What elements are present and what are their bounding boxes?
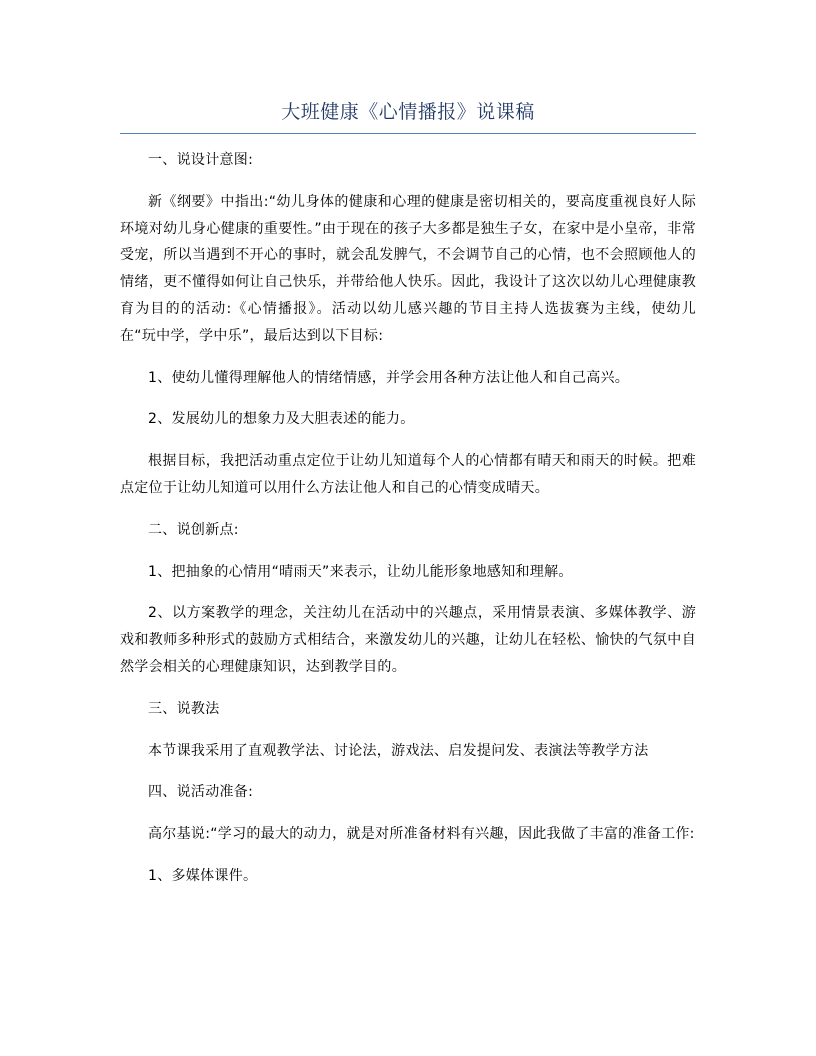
- goal-item-2: 2、发展幼儿的想象力及大胆表述的能力。: [148, 411, 415, 428]
- innovation-item-2: 2、以方案教学的理念，关注幼儿在活动中的兴趣点，采用情景表演、多媒体教学、游戏和教师多种形式的鼓励方式相结合，来激发幼儿的兴趣，让幼儿在轻松、愉快的气氛中自然学会相关的心理健康知识，达到教学目的。: [120, 605, 696, 675]
- paragraph-focus-difficulty: 根据目标，我把活动重点定位于让幼儿知道每个人的心情都有晴天和雨天的时候。把难点定位于让幼儿知道可以用什么方法让他人和自己的心情变成晴天。: [120, 453, 696, 496]
- section-heading-preparation: 四、说活动准备:: [148, 784, 254, 801]
- section-heading-teaching-method: 三、说教法: [148, 700, 220, 717]
- title-divider: [120, 133, 696, 134]
- section-heading-design-intent: 一、说设计意图:: [148, 152, 254, 168]
- goal-item-1: 1、使幼儿懂得理解他人的情绪情感，并学会用各种方法让他人和自己高兴。: [148, 369, 630, 386]
- paragraph-teaching-method: 本节课我采用了直观教学法、讨论法，游戏法、启发提问发、表演法等教学方法: [148, 742, 649, 759]
- paragraph-preparation: 高尔基说:“学习的最大的动力，就是对所准备材料有兴趣，因此我做了丰富的准备工作:: [148, 826, 695, 843]
- paragraph-design-intent: 新《纲要》中指出:“幼儿身体的健康和心理的健康是密切相关的，要高度重视良好人际环境对幼儿身心健康的重要性。”由于现在的孩子大多都是独生子女，在家中是小皇帝，非常受宠，所以当遇到不开心的事时，就会乱发脾气，不会调节自己的心情，也不会照顾他人的情绪，更不懂得如何让自己快乐，并带给他人快乐。因此，我设计了这次以幼儿心理健康教育为目的的活动:《心情播报》。活动以幼儿感兴趣的节目主持人选拔赛为主线，使幼儿在“玩中学，学中乐”，最后达到以下目标:: [120, 193, 696, 344]
- document-title: 大班健康《心情播报》说课稿: [281, 101, 535, 123]
- preparation-item-1: 1、多媒体课件。: [148, 867, 258, 884]
- innovation-item-1: 1、把抽象的心情用“晴雨天”来表示，让幼儿能形象地感知和理解。: [148, 563, 573, 580]
- section-heading-innovation: 二、说创新点:: [148, 521, 239, 538]
- document-body: [120, 147, 696, 905]
